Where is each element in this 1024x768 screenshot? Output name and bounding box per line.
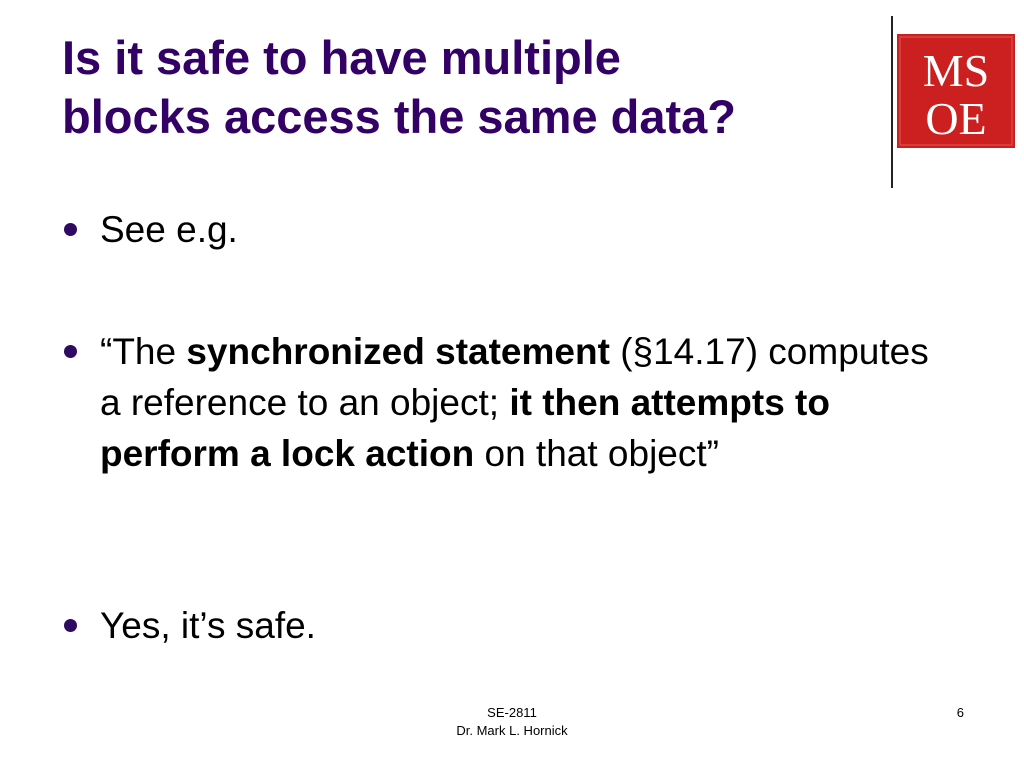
bullet-text: Yes, it’s safe. — [100, 605, 316, 646]
page-number: 6 — [956, 705, 964, 720]
quote-bold-1: synchronized statement — [186, 331, 610, 372]
bullet-item — [62, 326, 942, 479]
quote-part-2: (§14.17) computes a reference to an object; — [100, 331, 929, 423]
logo-text-line-1: MS — [922, 45, 990, 96]
bullet-text: See e.g. — [100, 209, 238, 250]
slide-footer — [400, 704, 624, 740]
bullet-dot-icon — [64, 619, 77, 632]
title-divider — [891, 16, 893, 188]
footer-author: Dr. Mark L. Hornick — [456, 723, 568, 738]
footer-course: SE-2811 — [487, 705, 537, 720]
quote-part-3: on that object” — [474, 433, 719, 474]
bullet-item — [62, 204, 942, 255]
bullet-dot-icon — [64, 223, 77, 236]
msoe-logo — [897, 34, 1015, 148]
quote-bold-2: it then attempts to perform a lock action — [100, 382, 830, 474]
title-line-1: Is it safe to have multiple — [62, 31, 621, 84]
logo-text-line-2: OE — [925, 93, 987, 144]
title-line-2: blocks access the same data? — [62, 90, 737, 143]
bullet-dot-icon — [64, 345, 77, 358]
bullet-item — [62, 600, 942, 651]
quote-part-1: “The — [100, 331, 187, 372]
bullet-text-quote — [100, 326, 942, 479]
slide-title — [62, 28, 872, 146]
